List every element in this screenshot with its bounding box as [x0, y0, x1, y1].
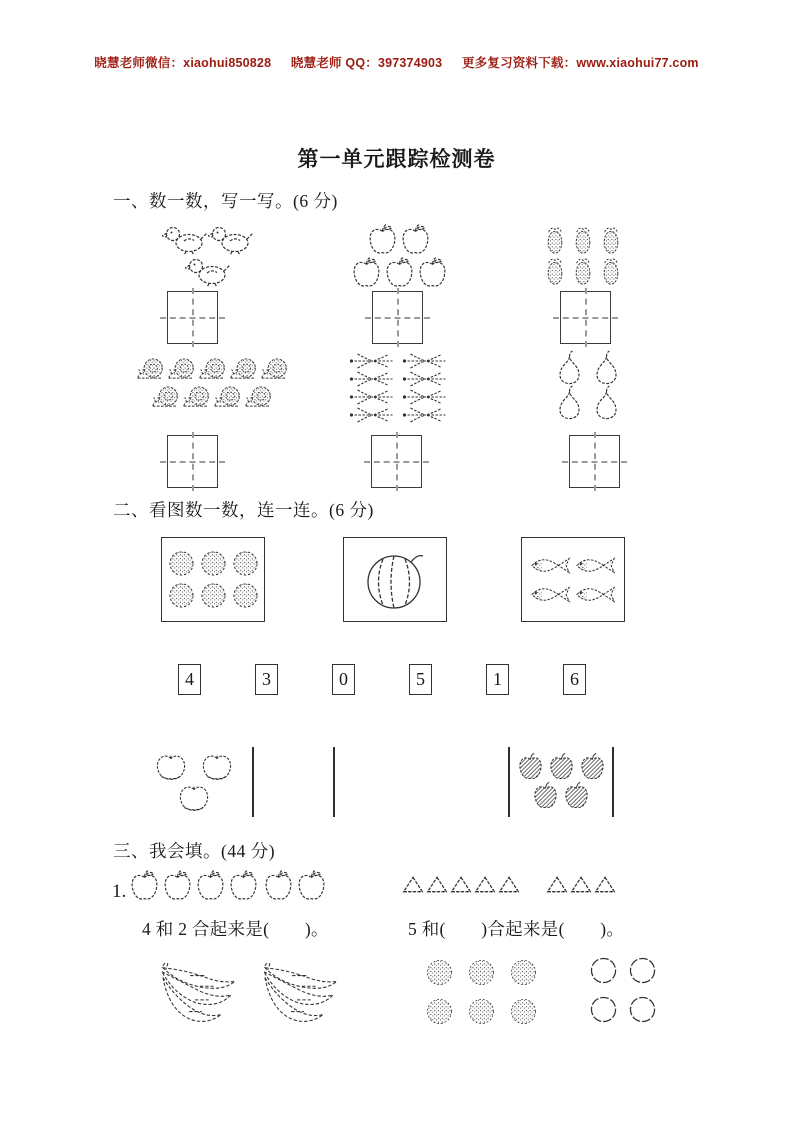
- picture-box-watermelon: [343, 537, 447, 622]
- banana-icon: [149, 960, 241, 1030]
- snail-icon: [259, 355, 290, 383]
- peach-icon: [151, 753, 191, 782]
- triangle-icon: [474, 875, 496, 894]
- circle-shaded-icon: [510, 998, 537, 1025]
- divider-line: [252, 747, 254, 817]
- number-card: 4: [178, 664, 201, 695]
- circle-shaded-icon: [426, 959, 453, 986]
- corn-icon: [542, 224, 568, 255]
- apple-icon: [194, 869, 227, 902]
- triangle-icon: [450, 875, 472, 894]
- apple-icon: [366, 223, 399, 256]
- number-card: 6: [563, 664, 586, 695]
- dragonfly-icon: [345, 389, 398, 405]
- download-label: 更多复习资料下载：: [462, 56, 577, 70]
- divider-line: [333, 747, 335, 817]
- snail-icon: [181, 383, 212, 411]
- corn-icon: [542, 255, 568, 286]
- qq-contact: 晓慧老师 QQ：397374903: [290, 56, 443, 70]
- apple-icon: [416, 256, 449, 289]
- outline-circle-group: [588, 957, 658, 1023]
- chick-group: [156, 224, 260, 288]
- wechat-contact: 晓慧老师微信：xiaohui850828: [94, 56, 272, 70]
- apple-shaded-icon: [530, 781, 561, 810]
- banana-group: [149, 960, 343, 1030]
- apple-icon: [128, 869, 161, 902]
- snail-icon: [150, 383, 181, 411]
- apple-group-b: [262, 869, 328, 902]
- triangle-icon: [594, 875, 616, 894]
- chick-icon: [185, 256, 231, 288]
- writing-box: [372, 291, 423, 344]
- snail-icon: [228, 355, 259, 383]
- triangle-icon: [498, 875, 520, 894]
- dragonfly-icon: [345, 353, 398, 369]
- writing-box: [560, 291, 611, 344]
- peach-group: [146, 753, 242, 813]
- apple-group-a: [128, 869, 260, 902]
- writing-box: [569, 435, 620, 488]
- section1-heading: 一、数一数，写一写。(6 分): [113, 191, 338, 211]
- fish-icon: [529, 583, 572, 606]
- dragonfly-icon: [398, 407, 451, 423]
- fish-icon: [529, 554, 572, 577]
- apple-shaded-icon: [546, 752, 577, 781]
- snail-icon: [166, 355, 197, 383]
- cookie-icon: [232, 582, 259, 609]
- fill-blank-text-left: 4 和 2 合起来是( )。: [142, 919, 329, 939]
- picture-box-fish: [521, 537, 625, 622]
- apple-icon: [399, 223, 432, 256]
- pear-group: [551, 350, 625, 420]
- pear-icon: [590, 350, 623, 385]
- cookie-icon: [200, 582, 227, 609]
- snail-icon: [197, 355, 228, 383]
- watermelon-icon: [363, 548, 427, 612]
- triangle-group-a: [401, 875, 521, 894]
- snail-icon: [135, 355, 166, 383]
- writing-box: [167, 435, 218, 488]
- item1-label: 1.: [112, 881, 127, 902]
- circle-shaded-icon: [468, 998, 495, 1025]
- page-title: 第一单元跟踪检测卷: [297, 147, 496, 171]
- dragonfly-icon: [398, 389, 451, 405]
- banana-icon: [251, 960, 343, 1030]
- number-card: 3: [255, 664, 278, 695]
- cookie-icon: [200, 550, 227, 577]
- circle-outline-icon: [629, 957, 656, 984]
- apple-icon: [295, 869, 328, 902]
- number-card: 5: [409, 664, 432, 695]
- shaded-apple-group: [513, 752, 609, 810]
- peach-icon: [174, 784, 214, 813]
- snail-group: [133, 355, 291, 411]
- corn-icon: [598, 224, 624, 255]
- cookie-icon: [168, 550, 195, 577]
- fish-icon: [574, 554, 617, 577]
- circle-shaded-icon: [510, 959, 537, 986]
- chick-icon: [162, 224, 208, 256]
- section3-heading: 三、我会填。(44 分): [113, 841, 276, 861]
- apple-shaded-icon: [577, 752, 608, 781]
- circle-shaded-icon: [468, 959, 495, 986]
- snail-icon: [243, 383, 274, 411]
- divider-line: [612, 747, 614, 817]
- apple-group: [348, 223, 450, 289]
- dragonfly-icon: [398, 353, 451, 369]
- contact-header: [0, 53, 793, 71]
- writing-box: [167, 291, 218, 344]
- peach-icon: [197, 753, 237, 782]
- triangle-icon: [402, 875, 424, 894]
- corn-icon: [598, 255, 624, 286]
- number-card: 1: [486, 664, 509, 695]
- cookie-icon: [168, 582, 195, 609]
- divider-line: [508, 747, 510, 817]
- picture-box-cookies: [161, 537, 265, 622]
- corn-icon: [570, 255, 596, 286]
- triangle-group-b: [545, 875, 617, 894]
- triangle-icon: [426, 875, 448, 894]
- triangle-icon: [546, 875, 568, 894]
- apple-icon: [262, 869, 295, 902]
- circle-shaded-icon: [426, 998, 453, 1025]
- dragonfly-icon: [345, 371, 398, 387]
- chick-icon: [208, 224, 254, 256]
- cookie-icon: [232, 550, 259, 577]
- dragonfly-icon: [398, 371, 451, 387]
- corn-group: [541, 224, 625, 286]
- snail-icon: [212, 383, 243, 411]
- apple-shaded-icon: [561, 781, 592, 810]
- section2-heading: 二、看图数一数，连一连。(6 分): [113, 500, 374, 520]
- dragonfly-group: [343, 352, 453, 424]
- apple-icon: [161, 869, 194, 902]
- shaded-circle-group: [424, 959, 538, 1025]
- pear-icon: [553, 350, 586, 385]
- apple-shaded-icon: [515, 752, 546, 781]
- number-card: 0: [332, 664, 355, 695]
- circle-outline-icon: [590, 957, 617, 984]
- dragonfly-icon: [345, 407, 398, 423]
- pear-icon: [590, 385, 623, 420]
- website-url: www.xiaohui77.com: [576, 56, 699, 70]
- apple-icon: [383, 256, 416, 289]
- writing-box: [371, 435, 422, 488]
- fill-blank-text-right: 5 和( )合起来是( )。: [408, 919, 625, 939]
- pear-icon: [553, 385, 586, 420]
- corn-icon: [570, 224, 596, 255]
- apple-icon: [227, 869, 260, 902]
- circle-outline-icon: [590, 996, 617, 1023]
- apple-icon: [350, 256, 383, 289]
- triangle-icon: [570, 875, 592, 894]
- fish-icon: [574, 583, 617, 606]
- circle-outline-icon: [629, 996, 656, 1023]
